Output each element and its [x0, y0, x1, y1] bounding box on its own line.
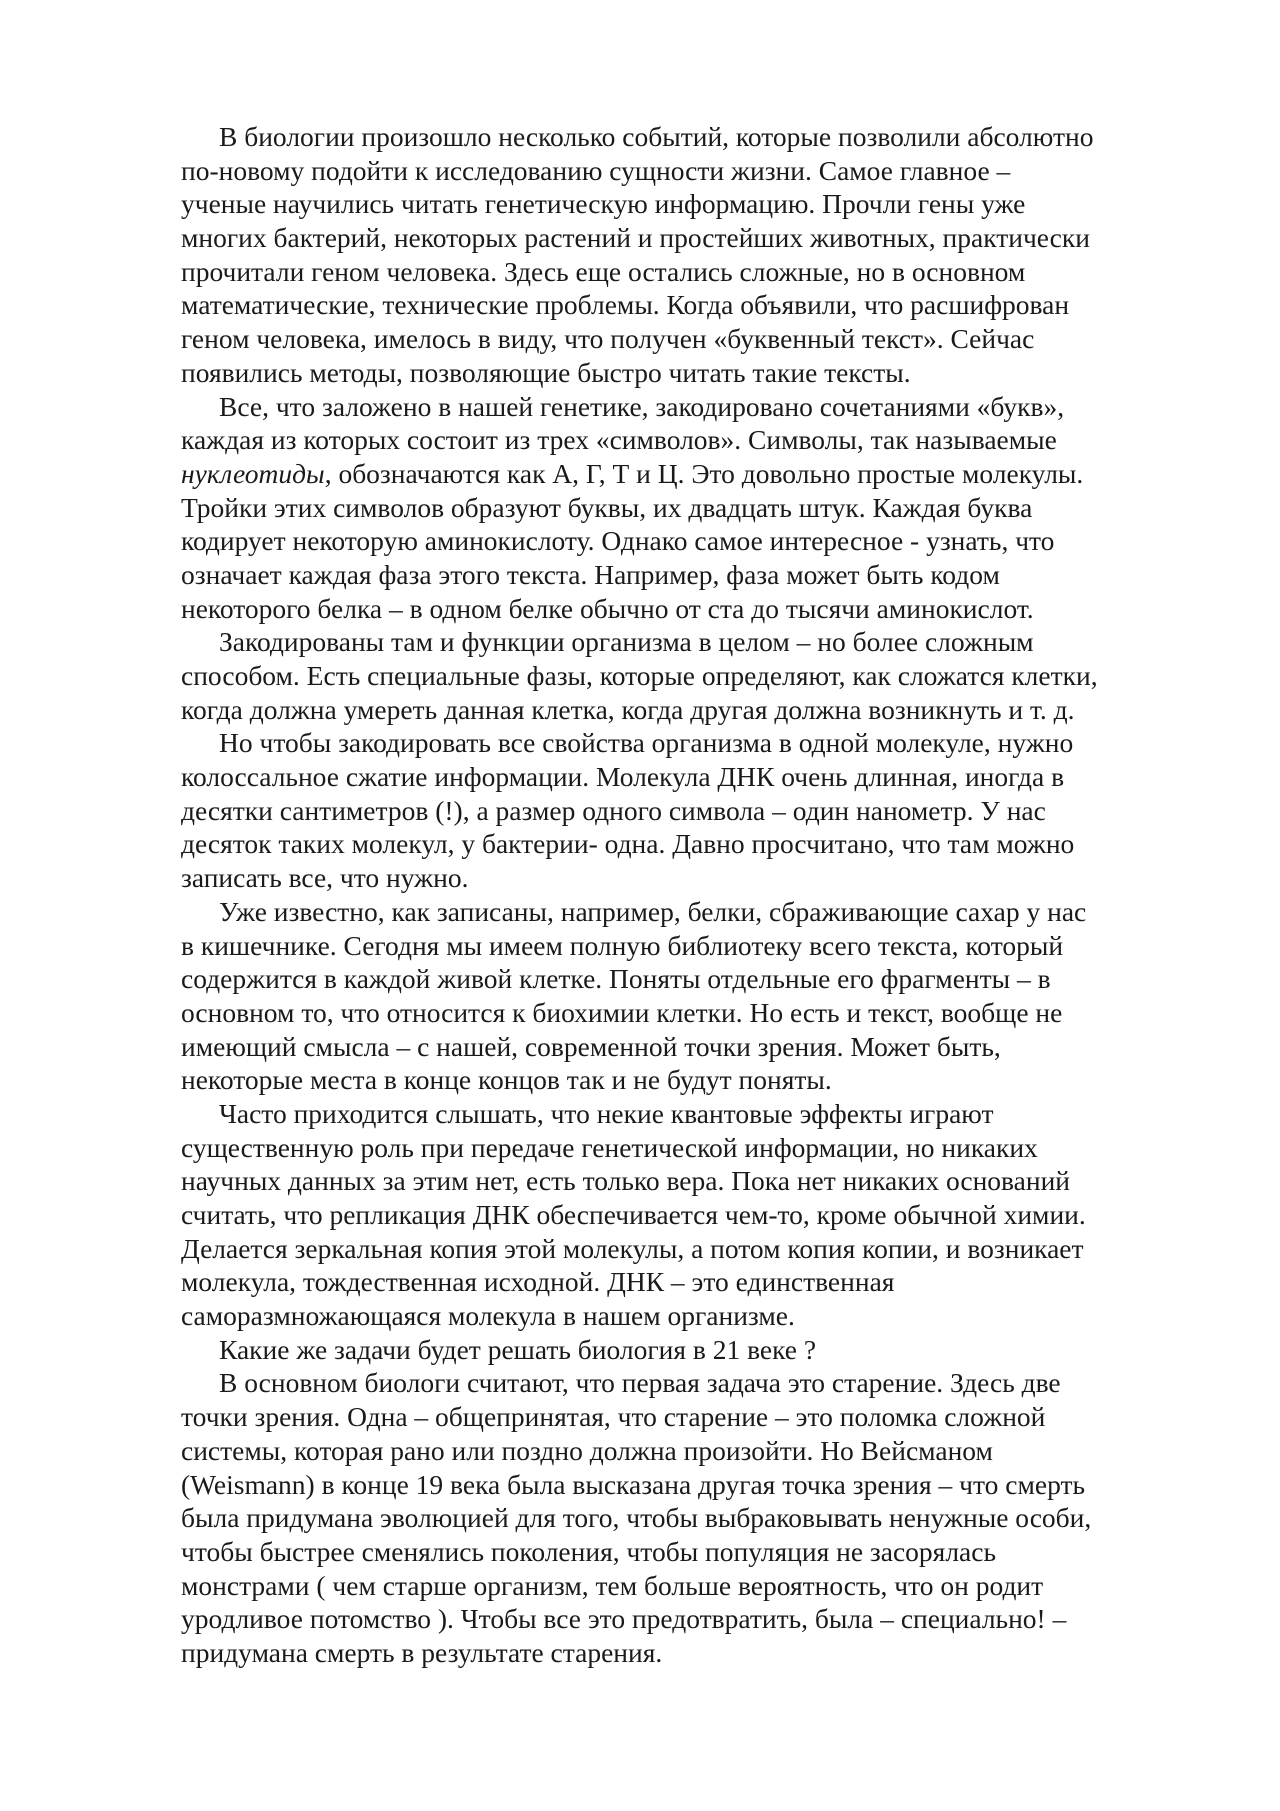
text-line: некоторого белка – в одном белке обычно от ста до тысячи аминокислот. — [181, 592, 1034, 624]
text-line: имеющий смысла – с нашей, современной точки зрения. Может быть, — [181, 1030, 1001, 1062]
paragraph — [181, 1366, 1191, 1669]
text-line: геном человека, имелось в виду, что получен «буквенный текст». Сейчас — [181, 323, 1035, 355]
text-line: прочитали геном человека. Здесь еще остались сложные, но в основном — [181, 255, 1026, 287]
text-line: содержится в каждой живой клетке. Поняты отдельные его фрагменты – в — [181, 963, 1051, 995]
text-line: была придумана эволюцией для того, чтобы выбраковывать ненужные особи, — [181, 1502, 1092, 1534]
paragraph — [181, 390, 1191, 626]
paragraph — [181, 895, 1191, 1097]
text-line: (Weismann) в конце 19 века была высказана другая точка зрения – что смерть — [181, 1468, 1086, 1500]
text-line: появились методы, позволяющие быстро читать такие тексты. — [181, 356, 911, 388]
text-line: многих бактерий, некоторых растений и простейших животных, практически — [181, 222, 1090, 254]
text-line: когда должна умереть данная клетка, когда другая должна возникнуть и т. д. — [181, 693, 1075, 725]
text-line: чтобы быстрее сменялись поколения, чтобы популяция не засорялась — [181, 1535, 996, 1567]
paragraph — [181, 625, 1191, 726]
text-line: Закодированы там и функции организма в целом – но более сложным — [219, 626, 1034, 658]
text-line: В биологии произошло несколько событий, которые позволили абсолютно — [219, 121, 1094, 152]
text-line: системы, которая рано или поздно должна произойти. Но Вейсманом — [181, 1434, 993, 1466]
text-line: десяток таких молекул, у бактерии- одна. Давно просчитано, что там можно — [181, 828, 1075, 860]
text-line: Часто приходится слышать, что некие квантовые эффекты играют — [219, 1097, 994, 1129]
paragraph — [181, 1333, 1191, 1367]
text-line: уродливое потомство ). Чтобы все это предотвратить, была – специально! – — [181, 1603, 1067, 1635]
text-line: записать все, что нужно. — [181, 862, 469, 894]
text-line-rest: , обозначаются как А, Г, Т и Ц. Это довольно простые молекулы. — [324, 457, 1084, 489]
text-line: Делается зеркальная копия этой молекулы, а потом копия копии, и возникает — [181, 1232, 1084, 1264]
text-line: монстрами ( чем старше организм, тем больше вероятность, что он родит — [181, 1569, 1044, 1601]
text-line: Уже известно, как записаны, например, белки, сбраживающие сахар у нас — [219, 895, 1087, 927]
text-line: Но чтобы закодировать все свойства организма в одной молекуле, нужно — [219, 727, 1074, 759]
document-page — [181, 120, 1191, 1670]
text-line: колоссальное сжатие информации. Молекула ДНК очень длинная, иногда в — [181, 761, 1065, 793]
text-line: научных данных за этим нет, есть только вера. Пока нет никаких оснований — [181, 1165, 1071, 1197]
text-line — [181, 457, 1191, 491]
paragraph — [181, 726, 1191, 894]
text-line: придумана смерть в результате старения. — [181, 1636, 663, 1668]
text-line: Тройки этих символов образуют буквы, их двадцать штук. Каждая буква — [181, 491, 1033, 523]
text-line: некоторые места в конце концов так и не будут поняты. — [181, 1064, 832, 1096]
text-line: каждая из которых состоит из трех «символов». Символы, так называемые — [181, 424, 1057, 456]
paragraph — [181, 1097, 1191, 1333]
text-line: существенную роль при передаче генетической информации, но никаких — [181, 1131, 1038, 1163]
text-line: считать, что репликация ДНК обеспечивается чем-то, кроме обычной химии. — [181, 1199, 1086, 1230]
text-line: Все, что заложено в нашей генетике, закодировано сочетаниями «букв», — [219, 390, 1065, 422]
text-line: в кишечнике. Сегодня мы имеем полную библиотеку всего текста, который — [181, 929, 1064, 961]
text-line: по-новому подойти к исследованию сущности жизни. Самое главное – — [181, 154, 1011, 186]
text-line: молекула, тождественная исходной. ДНК – это единственная — [181, 1266, 895, 1298]
italic-term: нуклеотиды — [181, 457, 325, 489]
paragraph — [181, 120, 1191, 390]
text-line: Какие же задачи будет решать биология в 21 веке ? — [219, 1333, 817, 1365]
text-line: кодирует некоторую аминокислоту. Однако самое интересное - узнать, что — [181, 525, 1055, 557]
text-line: десятки сантиметров (!), а размер одного символа – один нанометр. У нас — [181, 794, 1046, 826]
text-line: В основном биологи считают, что первая задача это старение. Здесь две — [219, 1367, 1061, 1399]
text-line: саморазмножающаяся молекула в нашем организме. — [181, 1300, 795, 1332]
text-line: ученые научились читать генетическую информацию. Прочли гены уже — [181, 188, 1026, 220]
text-line: способом. Есть специальные фазы, которые определяют, как сложатся клетки, — [181, 660, 1098, 691]
text-line: основном то, что относится к биохимии клетки. Но есть и текст, вообще не — [181, 996, 1063, 1028]
text-line: математические, технические проблемы. Когда объявили, что расшифрован — [181, 289, 1070, 321]
text-line: означает каждая фаза этого текста. Например, фаза может быть кодом — [181, 558, 1000, 590]
text-line: точки зрения. Одна – общепринятая, что старение – это поломка сложной — [181, 1401, 1046, 1433]
